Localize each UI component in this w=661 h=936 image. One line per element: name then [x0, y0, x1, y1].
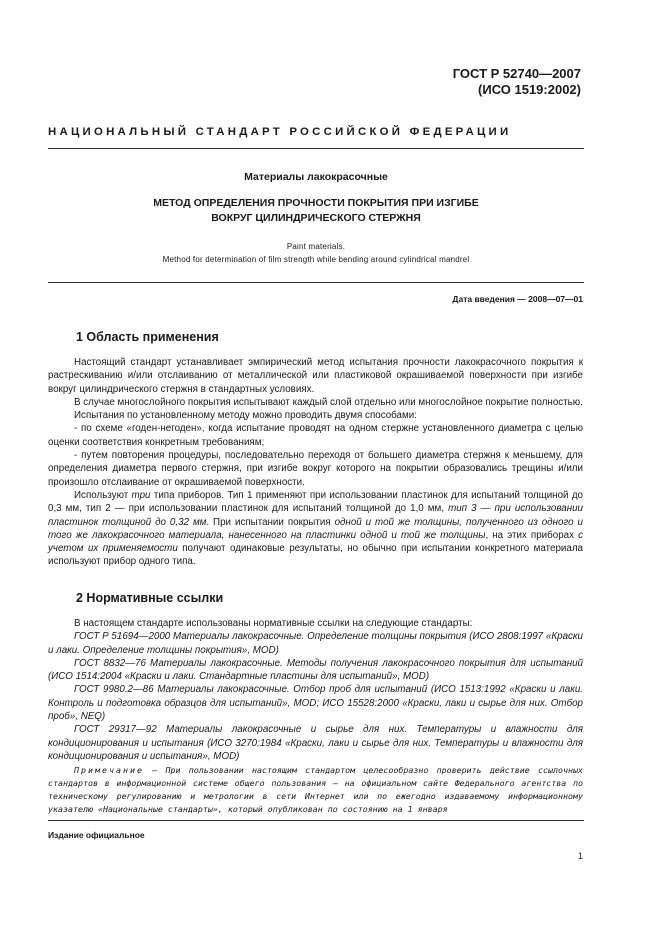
text-run-italic: одной и той же толщины, полученного из одного и того же лакокрасочного материала, нанесенного на пластинки одной и той же толщины: [48, 516, 583, 541]
note-text: — При пользовании настоящим стандартом целесообразно проверить действие ссылочных стандартов в информационной системе общего пользования — на официальном сайте Федерального агентства по техническому регулированию и метрологии в сети Интернет или по ежегодно издаваемому информационному указателю «Национальные стандарты», который опубликован по состоянию на 1 января: [48, 765, 583, 814]
gost-number: ГОСТ Р 52740—2007: [452, 66, 581, 81]
title-divider: [48, 282, 584, 283]
text-run: , на этих приборах: [485, 529, 579, 541]
section-1-heading: 1 Область применения: [76, 330, 219, 344]
title-line-1: МЕТОД ОПРЕДЕЛЕНИЯ ПРОЧНОСТИ ПОКРЫТИЯ ПРИ ИЗГИБЕ: [153, 197, 479, 209]
official-edition: Издание официальное: [48, 830, 145, 840]
paragraph: - по схеме «годен-негоден», когда испытание проводят на одном стержне установленного диаметра с целью оценки соответствия конкретным требованиям;: [48, 423, 583, 448]
national-standard-banner: НАЦИОНАЛЬНЫЙ СТАНДАРТ РОССИЙСКОЙ ФЕДЕРАЦИИ: [48, 126, 512, 138]
text-run: . При испытании покрытия: [206, 516, 335, 528]
paragraph: Испытания по установленному методу можно проводить двумя способами:: [74, 410, 417, 422]
page-number: 1: [577, 851, 583, 861]
paragraph: Настоящий стандарт устанавливает эмпирический метод испытания прочности лакокрасочного покрытия к растрескиванию и/или отслаиванию от металлической или пластиковой окрашиваемой поверхности при изгибе вокруг цилиндрического стержня в стандартных условиях.: [48, 357, 583, 395]
english-title: [48, 240, 584, 266]
reference-item: ГОСТ 9980.2—86 Материалы лакокрасочные. Отбор проб для испытаний (ИСО 1513:1992 «Краски и лаки. Контроль и подготовка образцов для испытаний», MOD; ИСО 15528:2000 «Краски, лаки и сырье для них. Отбор проб», NEQ): [48, 684, 583, 723]
text-run: получают одинаковые результаты, но обычно при испытании конкретного материала используют прибор одного типа.: [48, 543, 583, 568]
text-run: типа приборов. Тип 1 применяют при использовании пластинок для испытаний толщиной до 0,3 мм, тип 2 — при использовании пластинок для испытаний толщиной до 1,0 мм,: [48, 489, 584, 515]
paragraph: - путем повторения процедуры, последовательно переходя от большего диаметра стержня к меньшему, для определения диаметра первого стержня, при изгибе вокруг которого на покрытии образовались трещины и/или произошло отслаивание от окрашиваемой поверхности.: [48, 450, 583, 488]
paragraph: В случае многослойного покрытия испытывают каждый слой отдельно или многослойное покрытие полностью.: [74, 396, 583, 408]
footer-divider: [48, 820, 584, 821]
subtitle-en: Paint materials.: [286, 242, 346, 251]
reference-item: ГОСТ 29317—92 Материалы лакокрасочные и сырье для них. Температуры и влажности для кондиционирования и испытания (ИСО 3270:1984 «Краски, лаки и сырье для них. Температуры и влажности для кондиционирования и испытания», MOD): [48, 724, 583, 762]
section-2-body: [48, 617, 583, 763]
subtitle-ru: Материалы лакокрасочные: [244, 171, 388, 183]
paragraph: [48, 489, 583, 569]
section-2-heading: 2 Нормативные ссылки: [76, 591, 224, 605]
iso-number: (ИСО 1519:2002): [478, 82, 581, 97]
document-title: [48, 196, 584, 226]
text-run: Используют: [74, 489, 132, 501]
text-run-italic: три: [131, 489, 151, 501]
text-run-italic: тип 3 — при использовании пластинок толщиной до 0,32 мм: [48, 503, 583, 528]
reference-item: ГОСТ 8832—76 Материалы лакокрасочные. Методы получения лакокрасочного покрытия для испытаний (ИСО 1514:2004 «Краски и лаки. Стандартные пластины для испытаний», MOD): [48, 657, 583, 683]
section-1-body: [48, 356, 583, 569]
title-en: Method for determination of film strength while bending around cylindrical mandrel: [162, 255, 470, 264]
text-run-italic: с учетом их применяемости: [48, 529, 583, 555]
note-label: Примечание: [74, 765, 144, 775]
reference-item: ГОСТ Р 51694—2000 Материалы лакокрасочные. Определение толщины покрытия (ИСО 2808:1997 «Краски и лаки. Определение толщины покрытия», MOD): [48, 631, 583, 656]
header-divider: [48, 148, 584, 149]
paragraph: В настоящем стандарте использованы нормативные ссылки на следующие стандарты:: [74, 618, 473, 629]
title-line-2: ВОКРУГ ЦИЛИНДРИЧЕСКОГО СТЕРЖНЯ: [211, 212, 421, 224]
note: [48, 764, 583, 816]
introduction-date: Дата введения — 2008—07—01: [452, 294, 583, 304]
gost-designation: [453, 66, 581, 98]
